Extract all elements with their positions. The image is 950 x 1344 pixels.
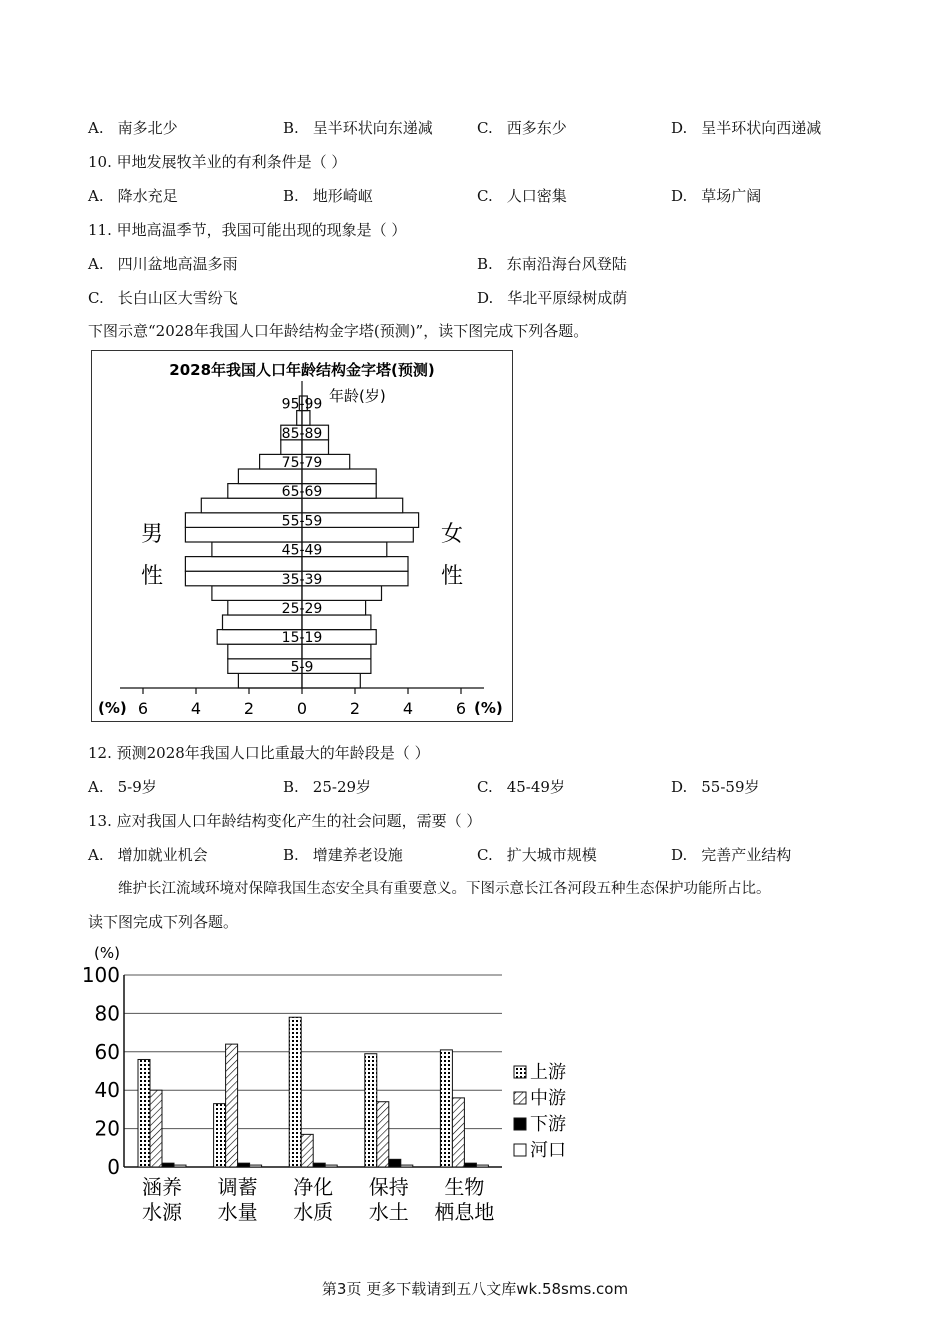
legend-label: 下游 <box>530 1114 566 1135</box>
q9-option-b: B. 呈半环状向东递减 <box>283 119 433 137</box>
q13-option-b: B. 增建养老设施 <box>283 846 403 864</box>
pyramid-unit-right: (%) <box>474 699 503 717</box>
q11-option-d: D. 华北平原绿树成荫 <box>477 289 628 307</box>
intro-pyramid: 下图示意“2028年我国人口年龄结构金字塔(预测)”，读下图完成下列各题。 <box>88 322 589 340</box>
pyramid-bar-female <box>302 527 413 542</box>
pyramid-bar-female <box>302 673 360 688</box>
pyramid-bar-female <box>302 615 371 630</box>
q12-option-a: A. 5-9岁 <box>88 778 157 796</box>
pyramid-x-tick-label: 2 <box>349 699 361 718</box>
bar-category-label: 生物 <box>444 1175 485 1199</box>
bar-上游 <box>289 1017 301 1167</box>
bar-上游 <box>214 1104 226 1167</box>
page-footer: 第3页 更多下载请到五八文库wk.58sms.com <box>321 1280 629 1298</box>
legend-swatch <box>514 1144 526 1156</box>
q10-option-b: B. 地形崎岖 <box>283 187 373 205</box>
pyramid-x-tick-label: 6 <box>455 699 467 718</box>
q10-stem: 10. 甲地发展牧羊业的有利条件是（ ） <box>88 153 347 171</box>
bar-上游 <box>440 1050 452 1167</box>
bar-下游 <box>313 1163 325 1167</box>
q13-option-c: C. 扩大城市规模 <box>477 846 597 864</box>
bar-中游 <box>377 1102 389 1167</box>
population-pyramid-chart <box>92 351 512 721</box>
yangtze-function-bar-chart <box>81 940 608 1230</box>
pyramid-age-axis-label: 年龄(岁) <box>329 387 386 405</box>
pyramid-bar-female <box>302 557 408 572</box>
pyramid-bar-male <box>228 644 302 659</box>
pyramid-bar-male <box>238 673 302 688</box>
pyramid-x-tick-label: 6 <box>137 699 149 718</box>
bar-河口 <box>250 1165 262 1167</box>
bar-下游 <box>162 1163 174 1167</box>
legend-label: 河口 <box>530 1140 566 1161</box>
bar-河口 <box>401 1165 413 1167</box>
q11-stem: 11. 甲地高温季节，我国可能出现的现象是（ ） <box>88 221 407 239</box>
q11-option-c: C. 长白山区大雪纷飞 <box>88 289 238 307</box>
pyramid-bar-male <box>201 498 302 513</box>
pyramid-bar-male <box>212 586 302 601</box>
q13-option-a: A. 增加就业机会 <box>88 846 208 864</box>
legend-label: 中游 <box>530 1088 566 1109</box>
bar-category-label: 水土 <box>368 1200 409 1224</box>
q12-stem: 12. 预测2028年我国人口比重最大的年龄段是（ ） <box>88 744 430 762</box>
bar-中游 <box>150 1090 162 1167</box>
bar-上游 <box>138 1059 150 1167</box>
population-pyramid-figure <box>91 350 513 722</box>
q12-option-c: C. 45-49岁 <box>477 778 565 796</box>
male-label-char2: 性 <box>140 564 164 589</box>
bar-category-label: 水量 <box>217 1200 258 1224</box>
bar-下游 <box>389 1159 401 1167</box>
bar-category-label: 调蓄 <box>217 1175 258 1199</box>
bar-category-label: 涵养 <box>142 1175 182 1199</box>
pyramid-x-tick-label: 4 <box>190 699 202 718</box>
pyramid-age-label: 55-59 <box>281 513 323 530</box>
bar-y-tick-label: 60 <box>94 1039 120 1064</box>
pyramid-bar-male <box>185 557 302 572</box>
pyramid-bar-female <box>302 586 382 601</box>
pyramid-bar-female <box>302 498 403 513</box>
bar-y-tick-label: 80 <box>94 1001 120 1026</box>
bar-category-label: 水源 <box>142 1200 182 1224</box>
female-label-char2: 性 <box>440 564 464 589</box>
bar-chart-unit: (%) <box>94 944 120 962</box>
q10-option-a: A. 降水充足 <box>88 187 178 205</box>
bar-中游 <box>226 1044 238 1167</box>
legend-swatch <box>514 1118 526 1130</box>
pyramid-x-tick-label: 2 <box>243 699 255 718</box>
bar-河口 <box>476 1165 488 1167</box>
bar-y-tick-label: 20 <box>94 1116 120 1141</box>
pyramid-age-label: 45-49 <box>281 542 323 559</box>
bar-中游 <box>452 1098 464 1167</box>
pyramid-age-label: 5-9 <box>290 659 314 676</box>
q10-option-d: D. 草场广阔 <box>671 187 762 205</box>
bar-下游 <box>464 1163 476 1167</box>
pyramid-x-tick-label: 4 <box>402 699 414 718</box>
pyramid-age-label: 75-79 <box>281 455 323 471</box>
pyramid-bar-male <box>223 615 303 630</box>
pyramid-bar-female <box>302 644 371 659</box>
bar-下游 <box>238 1163 250 1167</box>
pyramid-age-label: 85-89 <box>281 425 323 442</box>
pyramid-age-label: 95-99 <box>281 396 323 413</box>
q12-option-b: B. 25-29岁 <box>283 778 372 796</box>
pyramid-bar-female <box>302 411 310 426</box>
pyramid-unit-left: (%) <box>98 699 127 717</box>
q10-option-c: C. 人口密集 <box>477 187 567 205</box>
q9-option-d: D. 呈半环状向西递减 <box>671 119 822 137</box>
pyramid-bar-male <box>238 469 302 484</box>
pyramid-age-label: 15-19 <box>281 630 323 647</box>
pyramid-bar-female <box>302 469 376 484</box>
intro-bar-line2: 读下图完成下列各题。 <box>88 913 239 931</box>
legend-label: 上游 <box>530 1062 566 1083</box>
bar-上游 <box>365 1054 377 1167</box>
q12-option-d: D. 55-59岁 <box>671 778 760 796</box>
bar-y-tick-label: 0 <box>107 1155 120 1179</box>
pyramid-age-label: 65-69 <box>281 484 323 501</box>
bar-中游 <box>301 1134 313 1167</box>
pyramid-title: 2028年我国人口年龄结构金字塔(预测) <box>169 361 435 379</box>
pyramid-bar-male <box>297 411 302 426</box>
q11-option-b: B. 东南沿海台风登陆 <box>477 255 627 273</box>
q13-option-d: D. 完善产业结构 <box>671 846 792 864</box>
female-label-char1: 女 <box>440 522 464 547</box>
q11-option-a: A. 四川盆地高温多雨 <box>88 255 238 273</box>
bar-y-tick-label: 100 <box>81 963 120 987</box>
bar-河口 <box>174 1165 186 1167</box>
bar-河口 <box>325 1165 337 1167</box>
pyramid-x-tick-label: 0 <box>296 699 308 718</box>
intro-bar-line1: 维护长江流域环境对保障我国生态安全具有重要意义。下图示意长江各河段五种生态保护功能所占比。 <box>118 881 771 897</box>
pyramid-age-label: 35-39 <box>281 571 323 588</box>
bar-y-tick-label: 40 <box>94 1078 120 1103</box>
legend-swatch <box>514 1092 526 1104</box>
pyramid-bar-male <box>185 527 302 542</box>
pyramid-bar-male <box>281 440 302 455</box>
bar-category-label: 保持 <box>368 1175 409 1199</box>
pyramid-age-label: 25-29 <box>281 601 323 617</box>
pyramid-bar-female <box>302 440 329 455</box>
bar-category-label: 栖息地 <box>434 1200 495 1224</box>
q13-stem: 13. 应对我国人口年龄结构变化产生的社会问题，需要（ ） <box>88 812 482 830</box>
male-label-char1: 男 <box>140 522 164 547</box>
legend-swatch <box>514 1066 526 1078</box>
bar-category-label: 净化 <box>293 1175 334 1199</box>
q9-option-c: C. 西多东少 <box>477 119 567 137</box>
bar-category-label: 水质 <box>293 1200 334 1224</box>
q9-option-a: A. 南多北少 <box>88 119 178 137</box>
